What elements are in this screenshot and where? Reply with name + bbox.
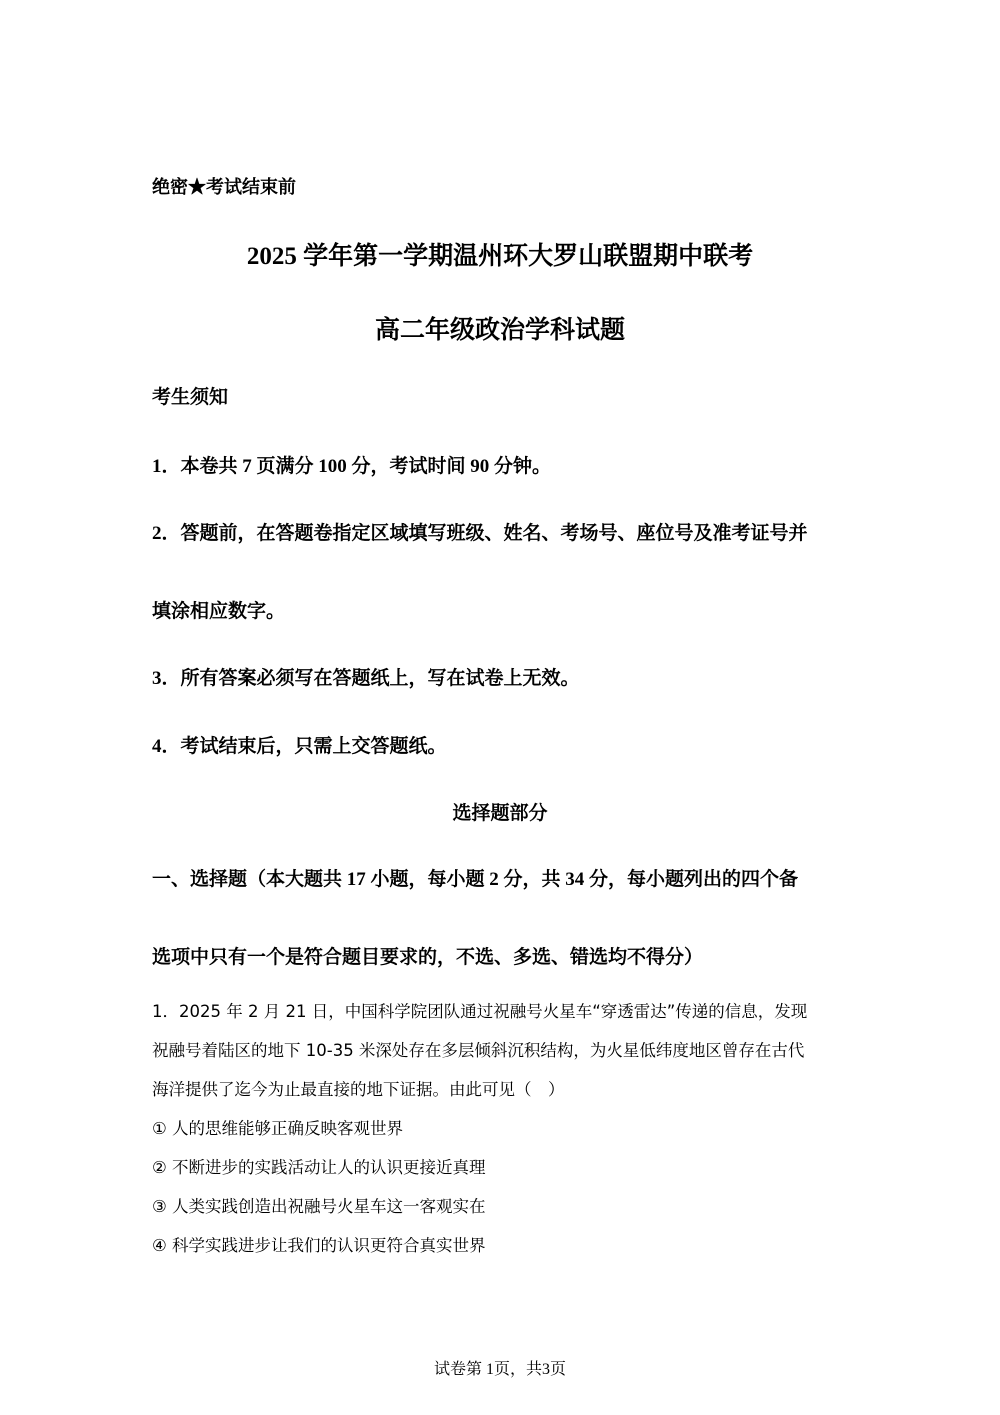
question-1-option-2: ② 不断进步的实践活动让人的认识更接近真理 — [152, 1158, 486, 1177]
question-1-stem-line-1: 1．2025 年 2 月 21 日，中国科学院团队通过祝融号火星车“穿透雷达”传递的信息，发现 — [152, 1002, 808, 1021]
question-1-option-1: ① 人的思维能够正确反映客观世界 — [152, 1119, 404, 1138]
secret-mark: 绝密★考试结束前 — [152, 177, 296, 197]
page-footer: 试卷第 1页，共3页 — [433, 1361, 566, 1378]
notice-item-4: 4．考试结束后，只需上交答题纸。 — [152, 736, 447, 757]
notice-item-2-line-1: 2．答题前，在答题卷指定区域填写班级、姓名、考场号、座位号及准考证号并 — [152, 523, 808, 544]
question-1-stem-line-2: 祝融号着陆区的地下 10-35 米深处存在多层倾斜沉积结构，为火星低纬度地区曾存在古代 — [152, 1041, 805, 1060]
notice-item-3: 3．所有答案必须写在答题纸上，写在试卷上无效。 — [152, 668, 580, 689]
notice-item-2-line-2: 填涂相应数字。 — [152, 601, 286, 622]
notice-item-1: 1．本卷共 7 页满分 100 分，考试时间 90 分钟。 — [152, 456, 552, 477]
exam-title: 2025 学年第一学期温州环大罗山联盟期中联考 — [246, 243, 754, 270]
part-instructions-line-1: 一、选择题（本大题共 17 小题，每小题 2 分，共 34 分，每小题列出的四个备 — [152, 869, 799, 890]
question-1-option-4: ④ 科学实践进步让我们的认识更符合真实世界 — [152, 1236, 486, 1255]
notice-heading: 考生须知 — [152, 387, 229, 408]
question-1-option-3: ③ 人类实践创造出祝融号火星车这一客观实在 — [152, 1197, 486, 1216]
question-1-stem-line-3: 海洋提供了迄今为止最直接的地下证据。由此可见（ ） — [152, 1080, 565, 1099]
section-title: 选择题部分 — [452, 803, 548, 824]
part-instructions-line-2: 选项中只有一个是符合题目要求的，不选、多选、错选均不得分） — [152, 947, 704, 968]
exam-subtitle: 高二年级政治学科试题 — [374, 317, 625, 344]
